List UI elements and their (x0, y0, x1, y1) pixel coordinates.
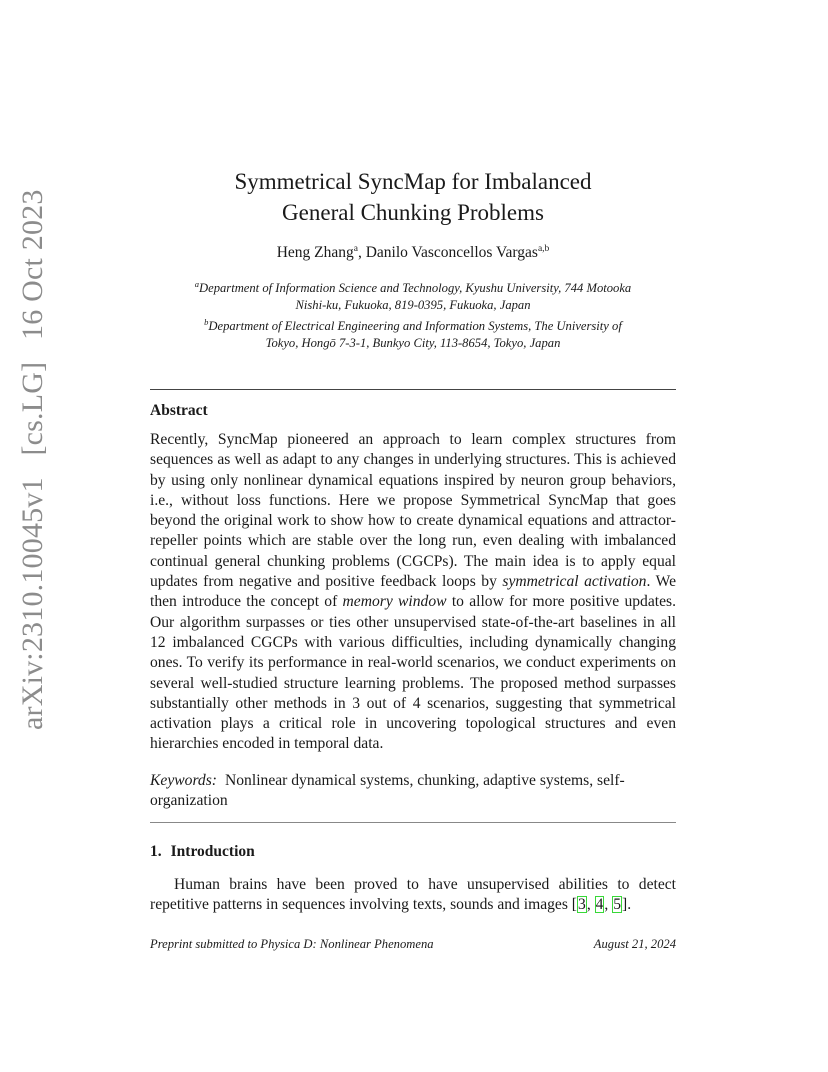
affil-line: Department of Electrical Engineering and Information Systems, The University of (208, 319, 622, 334)
affil-line: Department of Information Science and Technology, Kyushu University, 744 Motooka (199, 281, 632, 296)
abstract-emphasis: symmetrical activation (502, 573, 647, 591)
affiliation-a (150, 276, 676, 297)
affil-mark: b (204, 317, 209, 328)
citation-link[interactable]: 3 (578, 896, 586, 914)
abstract-top-rule (150, 389, 676, 390)
affiliations (150, 276, 676, 352)
page-footer (150, 937, 676, 952)
affil-mark: a (194, 279, 200, 289)
author-name: Heng Zhang (276, 244, 354, 262)
section-heading-introduction (150, 843, 255, 861)
intro-text: Human brains have been proved to have unsupervised abilities to detect repetitive patterns in sequences involving texts, sounds and images [ (150, 876, 676, 914)
footer-date: August 21, 2024 (593, 937, 676, 951)
abstract-emphasis: memory window (342, 593, 447, 611)
section-title: Introduction (170, 843, 255, 860)
arxiv-id[interactable]: arXiv:2310.10045v1 (16, 477, 49, 730)
arxiv-date: 16 Oct 2023 (16, 189, 49, 340)
author-name: Danilo Vasconcellos Vargas (365, 244, 538, 262)
arxiv-side-stamp (16, 175, 50, 730)
abstract-heading: Abstract (150, 402, 208, 419)
abstract-text: to allow for more positive updates. Our algorithm surpasses or ties other unsupervised state-of-the-art baselines in all 12 imbalanced CGCPs with various difficulties, including dynamically changing ones. To verify its performance in real-world scenarios, we conduct experiments on several well-studied structure learning problems. The proposed method surpasses substantially other methods in 3 out of 4 scenarios, suggesting that symmetrical activation plays a critical role in uncovering topological structures and even hierarchies encoded in temporal data. (150, 593, 676, 753)
author-list (150, 244, 676, 262)
affil-line: Tokyo, Hongō 7-3-1, Bunkyo City, 113-8654, Tokyo, Japan (265, 336, 561, 351)
paper-title (150, 166, 676, 228)
title-line-1: Symmetrical SyncMap for Imbalanced (234, 169, 592, 194)
affil-line: Nishi-ku, Fukuoka, 819-0395, Fukuoka, Japan (295, 298, 531, 313)
introduction-paragraph: Human brains have been proved to have unsupervised abilities to detect repetitive patterns in sequences involving texts, sounds and images [3, 4, 5]. (150, 876, 676, 914)
keywords-list: Nonlinear dynamical systems, chunking, adaptive systems, self-organization (150, 772, 625, 810)
footer-venue: Preprint submitted to Physica D: Nonlinear Phenomena (150, 937, 434, 951)
author-separator: , (357, 244, 366, 262)
arxiv-category: [cs.LG] (16, 361, 49, 456)
citation-link[interactable]: 4 (595, 896, 604, 914)
affiliation-b (150, 314, 676, 335)
section-number: 1. (150, 843, 162, 860)
abstract-text: Recently, SyncMap pioneered an approach to learn complex structures from sequences as well as adapt to any changes in underlying structures. This is achieved by using only nonlinear dynamical equations inspired by neuron group behaviors, i.e., without loss functions. Here we propose Symmetrical SyncMap that goes beyond the original work to show how to create dynamical equations and attractor-repeller points which are stable over the long run, even dealing with imbalanced continual general chunking problems (CGCPs). The main idea is to apply equal updates from negative and positive feedback loops by (150, 431, 676, 591)
title-line-2: General Chunking Problems (282, 200, 544, 225)
keywords (150, 771, 676, 812)
keywords-label: Keywords: (150, 772, 217, 789)
author-affil-mark: a (353, 244, 358, 254)
abstract-body (150, 430, 676, 755)
intro-text-end: ]. (622, 896, 632, 914)
citation-link[interactable]: 5 (613, 896, 621, 914)
abstract-bottom-rule (150, 822, 676, 823)
abstract-text: . We then introduce the concept of (150, 573, 677, 611)
author-affil-mark: a,b (537, 244, 550, 254)
